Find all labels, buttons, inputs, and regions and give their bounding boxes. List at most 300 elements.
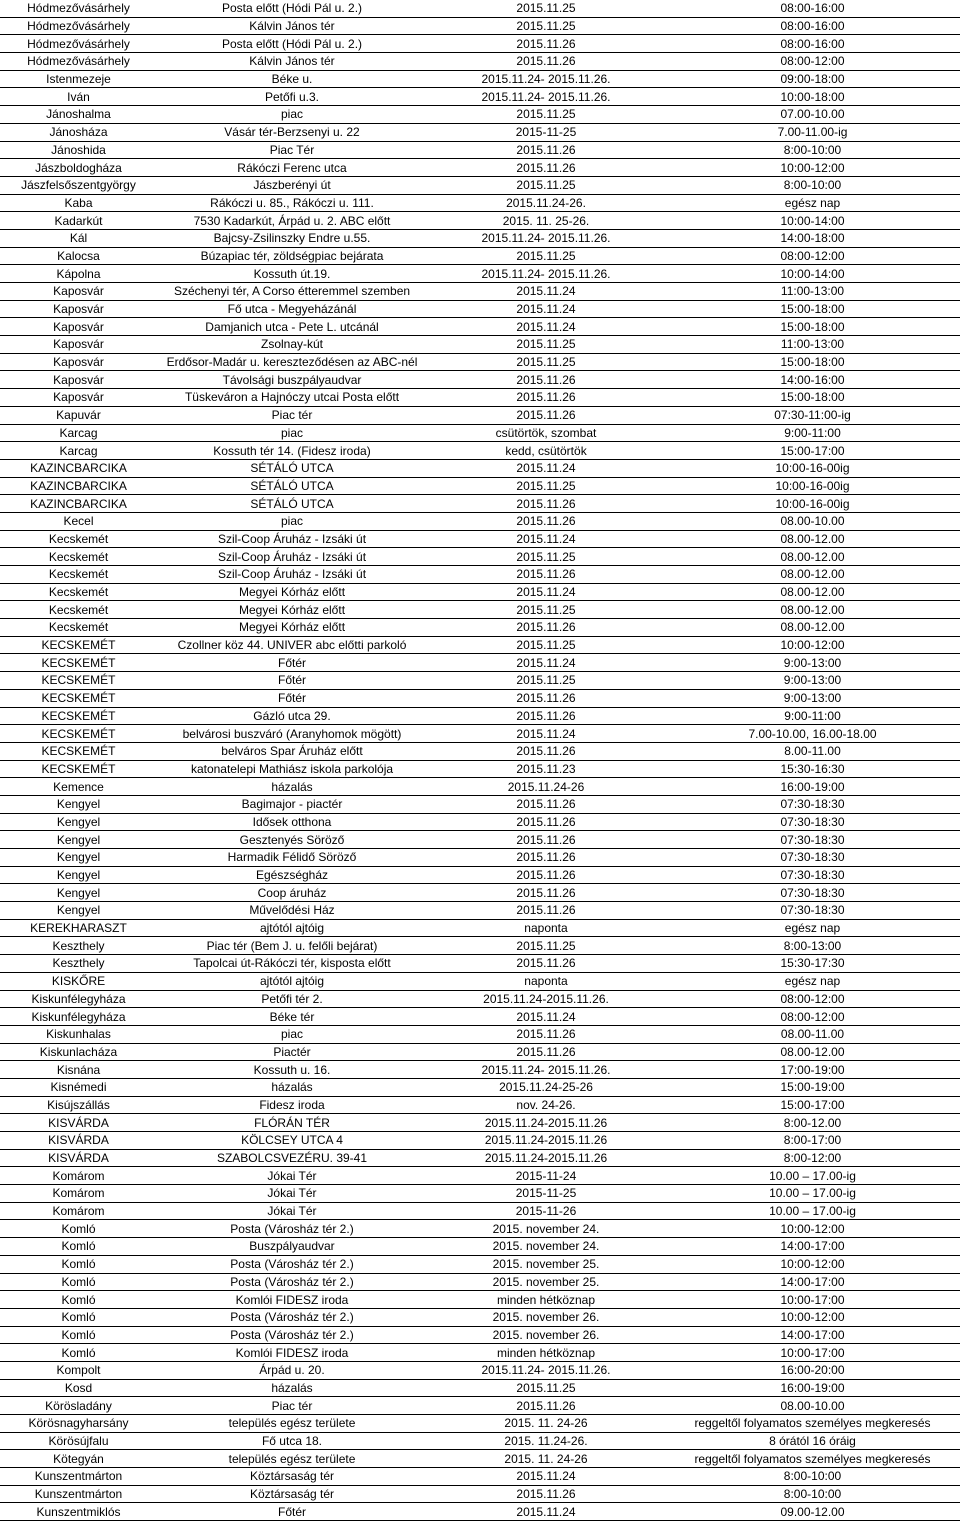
date-cell: csütörtök, szombat: [495, 425, 597, 440]
city-cell: Karcag: [59, 425, 98, 440]
location-cell: Bajcsy-Zsilinszky Endre u.55.: [213, 231, 371, 246]
location-cell: Fidesz iroda: [259, 1097, 325, 1112]
time-cell: 8.00-11.00: [784, 744, 841, 759]
table-row: [0, 814, 960, 832]
time-cell: reggeltől folyamatos személyes megkeresés: [694, 1416, 931, 1431]
location-cell: házalás: [271, 779, 313, 794]
table-row: [0, 212, 960, 230]
location-cell: Zsolnay-kút: [260, 337, 324, 352]
location-cell: Rákóczi u. 85., Rákóczi u. 111.: [210, 195, 374, 210]
location-cell: piac: [280, 514, 303, 529]
city-cell: Kompolt: [56, 1363, 101, 1378]
table-row: [0, 1132, 960, 1150]
location-cell: Jókai Tér: [267, 1168, 317, 1183]
date-cell: 2015. 11. 24-26: [504, 1451, 588, 1466]
city-cell: Kál: [69, 231, 88, 246]
date-cell: 2015.11.24-2015.11.26: [484, 1115, 608, 1130]
location-cell: Búzapiac tér, zöldségpiac bejárata: [200, 248, 384, 263]
location-cell: Főtér: [277, 1504, 306, 1519]
city-cell: Kengyel: [56, 814, 101, 829]
date-cell: naponta: [524, 921, 568, 936]
time-cell: 15:30-17:30: [780, 956, 845, 971]
city-cell: Komárom: [52, 1204, 105, 1219]
table-row: [0, 1167, 960, 1185]
location-cell: piac: [280, 107, 303, 122]
time-cell: 08.00-12.00: [780, 620, 845, 635]
location-cell: SÉTÁLÓ UTCA: [250, 478, 334, 493]
table-row: [0, 142, 960, 160]
location-cell: ajtótól ajtóig: [259, 974, 325, 989]
table-row: [0, 1274, 960, 1292]
date-cell: 2015.11.24: [516, 1504, 576, 1519]
location-cell: Bagimajor - piactér: [241, 797, 343, 812]
time-cell: 11:00-13:00: [780, 337, 845, 352]
table-row: [0, 318, 960, 336]
location-cell: Szil-Coop Áruház - Izsáki út: [217, 549, 367, 564]
date-cell: 2015.11.24-2015.11.26: [484, 1133, 608, 1148]
date-cell: 2015.11.25: [516, 178, 576, 193]
table-row: [0, 53, 960, 71]
table-row: [0, 1097, 960, 1115]
location-cell: Távolsági buszpályaudvar: [222, 372, 362, 387]
time-cell: 08:00-16:00: [780, 1, 845, 16]
time-cell: 15:30-16:30: [780, 761, 845, 776]
table-row: [0, 902, 960, 920]
table-row: [0, 371, 960, 389]
table-row: [0, 407, 960, 425]
location-cell: Köztársaság tér: [249, 1469, 335, 1484]
date-cell: 2015.11.25: [516, 938, 576, 953]
location-cell: Komlói FIDESZ iroda: [235, 1345, 349, 1360]
city-cell: Keszthely: [52, 956, 105, 971]
location-cell: Piac Tér: [269, 142, 315, 157]
location-cell: Köztársaság tér: [249, 1487, 335, 1502]
date-cell: 2015. november 25.: [492, 1274, 600, 1289]
city-cell: Keszthely: [52, 938, 105, 953]
location-cell: Piac tér: [271, 1398, 313, 1413]
table-row: [0, 265, 960, 283]
city-cell: Komló: [61, 1345, 96, 1360]
date-cell: 2015.11.26: [516, 408, 576, 423]
table-row: [0, 336, 960, 354]
table-row: [0, 920, 960, 938]
date-cell: 2015.11.26: [516, 1044, 576, 1059]
location-cell: SÉTÁLÓ UTCA: [250, 496, 334, 511]
date-cell: 2015.11.25: [516, 248, 576, 263]
location-cell: Piactér: [273, 1044, 311, 1059]
location-cell: Posta (Városház tér 2.): [230, 1274, 354, 1289]
time-cell: 10:00-12:00: [780, 1257, 845, 1272]
city-cell: Kiskunfélegyháza: [31, 991, 126, 1006]
date-cell: 2015.11.26: [516, 868, 576, 883]
location-cell: Posta (Városház tér 2.): [230, 1327, 354, 1342]
city-cell: Kengyel: [56, 832, 101, 847]
city-cell: Kisújszállás: [47, 1097, 110, 1112]
table-row: [0, 1061, 960, 1079]
time-cell: 08.00-11.00: [780, 1027, 845, 1042]
table-row: [0, 601, 960, 619]
time-cell: 10:00-12:00: [780, 1221, 845, 1236]
table-row: [0, 743, 960, 761]
table-row: [0, 584, 960, 602]
location-cell: Fő utca - Megyeházánál: [227, 302, 357, 317]
date-cell: 2015-11-26: [515, 1204, 577, 1219]
table-row: [0, 654, 960, 672]
date-cell: 2015.11.25: [516, 478, 576, 493]
table-row: [0, 690, 960, 708]
time-cell: 08.00-12.00: [780, 531, 845, 546]
time-cell: 8:00-17:00: [783, 1133, 842, 1148]
time-cell: 10.00 – 17.00-ig: [769, 1204, 856, 1219]
time-cell: 8:00-10:00: [783, 142, 842, 157]
location-cell: SÉTÁLÓ UTCA: [250, 461, 334, 476]
time-cell: 07:30-18:30: [780, 885, 845, 900]
time-cell: 08:00-12:00: [780, 1009, 845, 1024]
time-cell: 08:00-12:00: [780, 991, 845, 1006]
city-cell: Kecskemét: [48, 620, 109, 635]
time-cell: 08.00-12.00: [780, 567, 845, 582]
time-cell: 08.00-12.00: [780, 549, 845, 564]
time-cell: reggeltől folyamatos személyes megkeresés: [694, 1451, 931, 1466]
date-cell: naponta: [524, 974, 568, 989]
date-cell: 2015.11.25: [516, 107, 576, 122]
city-cell: Kengyel: [56, 797, 101, 812]
location-cell: Harmadik Félidő Söröző: [227, 850, 357, 865]
city-cell: KISVÁRDA: [48, 1151, 109, 1166]
location-cell: Gázló utca 29.: [253, 708, 331, 723]
city-cell: Hódmezővásárhely: [27, 54, 130, 69]
date-cell: 2015.11.24: [516, 726, 576, 741]
city-cell: KECSKEMÉT: [41, 708, 116, 723]
location-cell: Szil-Coop Áruház - Izsáki út: [217, 567, 367, 582]
date-cell: minden hétköznap: [496, 1345, 596, 1360]
city-cell: KECSKEMÉT: [41, 691, 116, 706]
city-cell: Hódmezővásárhely: [27, 36, 130, 51]
table-row: [0, 548, 960, 566]
location-cell: Jókai Tér: [267, 1204, 317, 1219]
table-row: [0, 1362, 960, 1380]
date-cell: 2015.11.24-2015.11.26: [484, 1151, 608, 1166]
table-row: [0, 513, 960, 531]
table-row: [0, 1380, 960, 1398]
city-cell: Kaposvár: [53, 284, 104, 299]
date-cell: 2015.11.24: [516, 1469, 576, 1484]
location-cell: házalás: [271, 1380, 313, 1395]
table-row: [0, 1026, 960, 1044]
time-cell: 8:00-13:00: [783, 938, 842, 953]
date-cell: 2015.11.26: [516, 36, 576, 51]
date-cell: 2015. november 24.: [492, 1221, 600, 1236]
time-cell: 10:00-16-00ig: [775, 461, 850, 476]
table-row: [0, 478, 960, 496]
date-cell: 2015.11.26: [516, 620, 576, 635]
city-cell: KISKŐRE: [51, 974, 106, 989]
city-cell: Kapuvár: [56, 408, 101, 423]
city-cell: Hódmezővásárhely: [27, 1, 130, 16]
location-cell: Posta előtt (Hódi Pál u. 2.): [221, 36, 363, 51]
location-cell: katonatelepi Mathiász iskola parkolója: [190, 761, 394, 776]
city-cell: Kengyel: [56, 903, 101, 918]
table-row: [0, 495, 960, 513]
location-cell: belvárosi buszváró (Aranyhomok mögött): [182, 726, 402, 741]
city-cell: Kiskunfélegyháza: [31, 1009, 126, 1024]
date-cell: 2015.11.24-2015.11.26.: [483, 991, 609, 1006]
time-cell: 08.00-10.00: [780, 1398, 845, 1413]
city-cell: Kaposvár: [53, 337, 104, 352]
city-cell: KEREKHARASZT: [30, 921, 127, 936]
location-cell: Megyei Kórház előtt: [238, 602, 346, 617]
city-cell: KECSKEMÉT: [41, 744, 116, 759]
time-cell: 10:00-16-00ig: [775, 496, 850, 511]
time-cell: 17:00-19:00: [780, 1062, 845, 1077]
location-cell: Művelődési Ház: [249, 903, 335, 918]
location-cell: Főtér: [277, 655, 306, 670]
city-cell: Kengyel: [56, 850, 101, 865]
city-cell: Kötegyán: [53, 1451, 104, 1466]
table-row: [0, 230, 960, 248]
location-cell: Kossuth út.19.: [253, 266, 331, 281]
city-cell: Kengyel: [56, 885, 101, 900]
city-cell: Kaba: [64, 195, 93, 210]
location-cell: Megyei Kórház előtt: [238, 585, 346, 600]
table-row: [0, 991, 960, 1009]
city-cell: Kaposvár: [53, 302, 104, 317]
table-row: [0, 1433, 960, 1451]
table-row: [0, 955, 960, 973]
time-cell: 8 órától 16 óráig: [769, 1434, 856, 1449]
time-cell: 7.00-10.00, 16.00-18.00: [748, 726, 877, 741]
time-cell: 07:30-18:30: [780, 868, 845, 883]
table-row: [0, 1203, 960, 1221]
city-cell: Iván: [67, 89, 90, 104]
date-cell: 2015.11.26: [516, 1487, 576, 1502]
table-row: [0, 973, 960, 991]
date-cell: 2015.11.24-26.: [506, 195, 586, 210]
date-cell: 2015.11.26: [516, 691, 576, 706]
city-cell: Körösnagyharsány: [28, 1416, 129, 1431]
date-cell: 2015.11.26: [516, 903, 576, 918]
time-cell: 10:00-12:00: [780, 638, 845, 653]
location-cell: Kálvin János tér: [249, 54, 335, 69]
city-cell: Körösladány: [45, 1398, 112, 1413]
table-row: [0, 1450, 960, 1468]
time-cell: 07:30-18:30: [780, 903, 845, 918]
time-cell: 09.00-12.00: [780, 1504, 845, 1519]
table-row: [0, 1256, 960, 1274]
date-cell: 2015.11.26: [516, 832, 576, 847]
table-row: [0, 1185, 960, 1203]
city-cell: KISVÁRDA: [48, 1133, 109, 1148]
time-cell: 07:30-11:00-ig: [774, 408, 851, 423]
location-cell: Tüskeváron a Hajnóczy utcai Posta előtt: [184, 390, 400, 405]
table-row: [0, 619, 960, 637]
city-cell: Komló: [61, 1292, 96, 1307]
time-cell: 15:00-18:00: [780, 355, 845, 370]
table-row: [0, 937, 960, 955]
location-cell: piac: [280, 1027, 303, 1042]
time-cell: 14:00-17:00: [780, 1239, 845, 1254]
location-cell: Petőfi u.3.: [264, 89, 320, 104]
location-cell: piac: [280, 425, 303, 440]
table-row: [0, 177, 960, 195]
date-cell: 2015.11.24: [516, 302, 576, 317]
location-cell: SZABOLCSVEZÉRU. 39-41: [216, 1151, 368, 1166]
location-cell: Tapolcai út-Rákóczi tér, kisposta előtt: [193, 956, 391, 971]
city-cell: KAZINCBARCIKA: [30, 461, 127, 476]
date-cell: 2015.11.26: [516, 956, 576, 971]
table-row: [0, 1309, 960, 1327]
time-cell: 10:00-14:00: [780, 213, 845, 228]
location-cell: Széchenyi tér, A Corso étteremmel szemben: [173, 284, 411, 299]
location-cell: Erdősor-Madár u. kereszteződésen az ABC-nél: [166, 355, 418, 370]
location-cell: Posta (Városház tér 2.): [230, 1221, 354, 1236]
location-cell: Piac tér: [271, 408, 313, 423]
time-cell: 14:00-16:00: [780, 372, 845, 387]
table-row: [0, 460, 960, 478]
table-row: [0, 1503, 960, 1521]
city-cell: Kecskemét: [48, 549, 109, 564]
time-cell: 9:00-11:00: [784, 425, 841, 440]
time-cell: 08:00-12:00: [780, 54, 845, 69]
table-row: [0, 354, 960, 372]
location-cell: Kossuth u. 16.: [253, 1062, 331, 1077]
city-cell: Kisnána: [56, 1062, 101, 1077]
table-row: [0, 778, 960, 796]
city-cell: Kaposvár: [53, 319, 104, 334]
date-cell: minden hétköznap: [496, 1292, 596, 1307]
time-cell: 8:00-10:00: [783, 1469, 842, 1484]
time-cell: egész nap: [784, 195, 841, 210]
table-row: [0, 301, 960, 319]
location-cell: Posta (Városház tér 2.): [230, 1310, 354, 1325]
date-cell: 2015.11.25: [516, 1380, 576, 1395]
time-cell: 9:00-13:00: [783, 655, 842, 670]
date-cell: 2015.11.26: [516, 885, 576, 900]
city-cell: Kosd: [64, 1380, 93, 1395]
table-row: [0, 566, 960, 584]
location-cell: ajtótól ajtóig: [259, 921, 325, 936]
date-cell: 2015.11.26: [516, 708, 576, 723]
location-cell: FLÓRÁN TÉR: [254, 1115, 330, 1130]
date-cell: 2015.11.25: [516, 337, 576, 352]
time-cell: egész nap: [784, 921, 841, 936]
table-row: [0, 283, 960, 301]
date-cell: 2015.11.24- 2015.11.26.: [481, 1363, 611, 1378]
location-cell: KÖLCSEY UTCA 4: [241, 1133, 343, 1148]
location-cell: Béke tér: [269, 1009, 315, 1024]
time-cell: 08:00-12:00: [780, 248, 845, 263]
date-cell: 2015.11.26: [516, 390, 576, 405]
date-cell: 2015.11.24: [516, 531, 576, 546]
city-cell: KECSKEMÉT: [41, 638, 116, 653]
date-cell: 2015. 11. 24-26: [504, 1416, 588, 1431]
location-cell: Czollner köz 44. UNIVER abc előtti parkoló: [177, 638, 407, 653]
city-cell: KISVÁRDA: [48, 1115, 109, 1130]
date-cell: 2015. 11. 25-26.: [502, 213, 590, 228]
city-cell: Komló: [61, 1327, 96, 1342]
city-cell: Hódmezővásárhely: [27, 19, 130, 34]
location-cell: település egész területe: [228, 1416, 356, 1431]
location-cell: Jászberényi út: [253, 178, 331, 193]
table-row: [0, 88, 960, 106]
time-cell: 10:00-17:00: [780, 1345, 845, 1360]
table-row: [0, 1044, 960, 1062]
city-cell: KAZINCBARCIKA: [30, 478, 127, 493]
table-row: [0, 35, 960, 53]
city-cell: Komló: [61, 1310, 96, 1325]
time-cell: 10:00-14:00: [780, 266, 845, 281]
table-row: [0, 849, 960, 867]
table-row: [0, 442, 960, 460]
time-cell: 11:00-13:00: [780, 284, 845, 299]
table-row: [0, 1114, 960, 1132]
table-row: [0, 637, 960, 655]
table-row: [0, 425, 960, 443]
table-row: [0, 71, 960, 89]
time-cell: 08.00-12.00: [780, 1044, 845, 1059]
table-row: [0, 0, 960, 18]
city-cell: Kunszentmiklós: [36, 1504, 121, 1519]
table-row: [0, 195, 960, 213]
table-row: [0, 1486, 960, 1504]
city-cell: Kunszentmárton: [34, 1469, 123, 1484]
table-row: [0, 1344, 960, 1362]
location-cell: belváros Spar Áruház előtt: [221, 744, 363, 759]
time-cell: 14:00-18:00: [780, 231, 845, 246]
time-cell: 15:00-17:00: [780, 1097, 845, 1112]
date-cell: 2015.11.26: [516, 160, 576, 175]
time-cell: 08:00-16:00: [780, 36, 845, 51]
time-cell: 16:00-19:00: [780, 1380, 845, 1395]
time-cell: 10:00-12:00: [780, 160, 845, 175]
time-cell: 9:00-13:00: [783, 691, 842, 706]
date-cell: 2015.11.26: [516, 814, 576, 829]
table-row: [0, 248, 960, 266]
location-cell: Szil-Coop Áruház - Izsáki út: [217, 531, 367, 546]
location-cell: Gesztenyés Söröző: [239, 832, 345, 847]
time-cell: 10:00-12:00: [780, 1310, 845, 1325]
date-cell: 2015.11.24-26: [507, 779, 585, 794]
date-cell: 2015.11.26: [516, 850, 576, 865]
date-cell: 2015.11.24: [516, 585, 576, 600]
location-cell: Kálvin János tér: [249, 19, 335, 34]
time-cell: 8:00-10:00: [783, 178, 842, 193]
date-cell: 2015.11.26: [516, 797, 576, 812]
city-cell: Komló: [61, 1239, 96, 1254]
table-row: [0, 389, 960, 407]
date-cell: 2015.11.24- 2015.11.26.: [481, 231, 611, 246]
date-cell: 2015.11.25: [516, 19, 576, 34]
city-cell: Istenmezeje: [46, 72, 111, 87]
time-cell: 07:30-18:30: [780, 814, 845, 829]
time-cell: 9:00-11:00: [784, 708, 841, 723]
date-cell: 2015-11-25: [515, 125, 577, 140]
city-cell: Kaposvár: [53, 372, 104, 387]
time-cell: 10.00 – 17.00-ig: [769, 1186, 856, 1201]
city-cell: Jánoshida: [51, 142, 106, 157]
date-cell: 2015.11.26: [516, 496, 576, 511]
table-row: [0, 124, 960, 142]
date-cell: 2015.11.24: [516, 1009, 576, 1024]
table-row: [0, 725, 960, 743]
location-cell: Főtér: [277, 673, 306, 688]
city-cell: Kengyel: [56, 868, 101, 883]
table-row: [0, 796, 960, 814]
time-cell: 7.00-11.00-ig: [777, 125, 848, 140]
date-cell: 2015.11.23: [516, 761, 576, 776]
date-cell: 2015. november 25.: [492, 1257, 600, 1272]
table-row: [0, 531, 960, 549]
